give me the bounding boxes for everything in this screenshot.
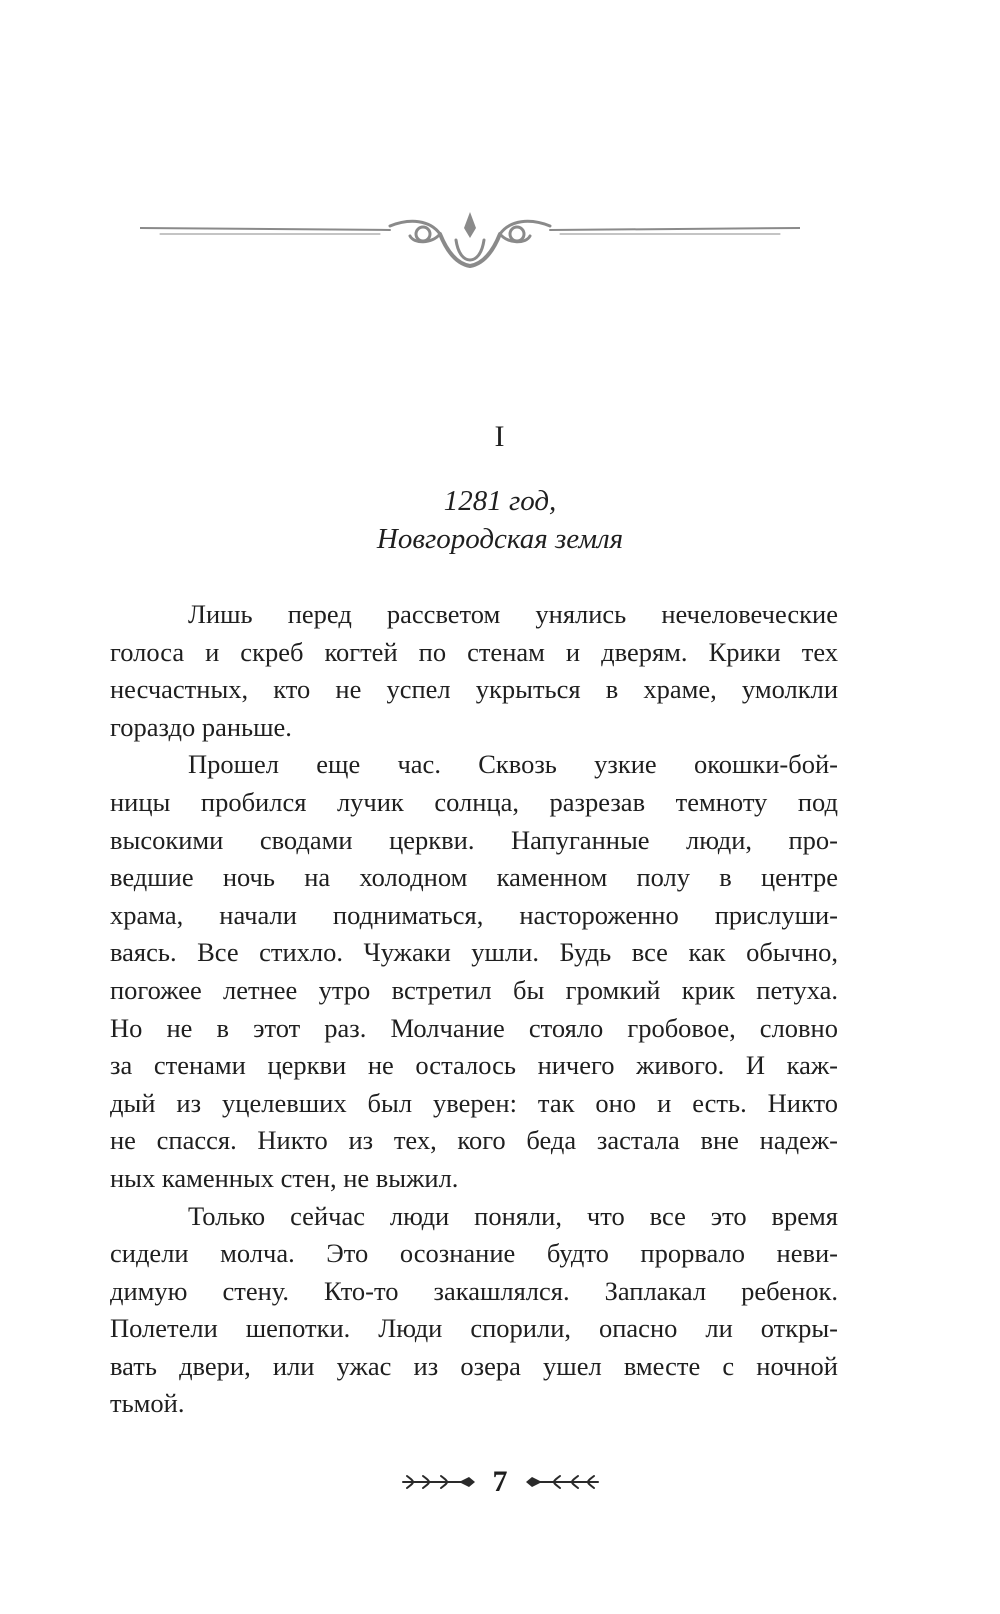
footer-flourish-left-icon [401,1472,477,1492]
text-line: ных каменных стен, не выжил. [110,1162,459,1193]
chapter-number: I [494,420,506,453]
text-line: ваясь. Все стихло. Чужаки ушли. Будь все как обычно, [110,937,838,968]
text-line: храма, начали подниматься, настороженно прислуши- [110,899,838,930]
footer-flourish-right-icon [524,1472,600,1492]
decorative-flourish-icon [140,210,800,290]
text-line: Полетели шепотки. Люди спорили, опасно ли откры- [110,1313,838,1344]
text-line: не спасся. Никто из тех, кого беда застала вне надеж- [110,1125,838,1156]
text-line: Прошел еще час. Сквозь узкие окошки-бой- [188,749,838,780]
page-number: 7 [492,1465,508,1498]
body-text [110,596,838,1423]
text-line: вать двери, или ужас из озера ушел вместе с ночной [110,1350,838,1381]
text-line: Лишь перед рассветом унялись нечеловеческие [188,599,838,629]
text-line: Только сейчас люди поняли, что все это время [188,1200,838,1231]
chapter-place: Новгородская земля [376,523,624,555]
chapter-subtitle [0,482,1000,558]
text-line: ницы пробился лучик солнца, разрезав темноту под [110,786,838,817]
text-line: ведшие ночь на холодном каменном полу в центре [110,862,838,893]
text-line: гораздо раньше. [110,711,292,742]
page-footer [0,1462,1000,1502]
text-line: голоса и скреб когтей по стенам и дверям. Крики тех [110,636,838,667]
text-line: димую стену. Кто-то закашлялся. Заплакал ребенок. [110,1275,838,1306]
text-line: Но не в этот раз. Молчание стояло гробовое, словно [110,1012,838,1043]
text-line: несчастных, кто не успел укрыться в храме, умолкли [110,674,838,705]
text-line: дый из уцелевших был уверен: так оно и есть. Никто [110,1087,838,1118]
text-line: погожее летнее утро встретил бы громкий крик петуха. [110,974,838,1005]
text-line: сидели молча. Это осознание будто прорвало неви- [110,1238,838,1269]
chapter-year: 1281 год, [443,485,557,517]
text-line: высокими сводами церкви. Напуганные люди, про- [110,824,838,855]
text-line: тьмой. [110,1388,185,1419]
text-line: за стенами церкви не осталось ничего живого. И каж- [110,1050,838,1081]
